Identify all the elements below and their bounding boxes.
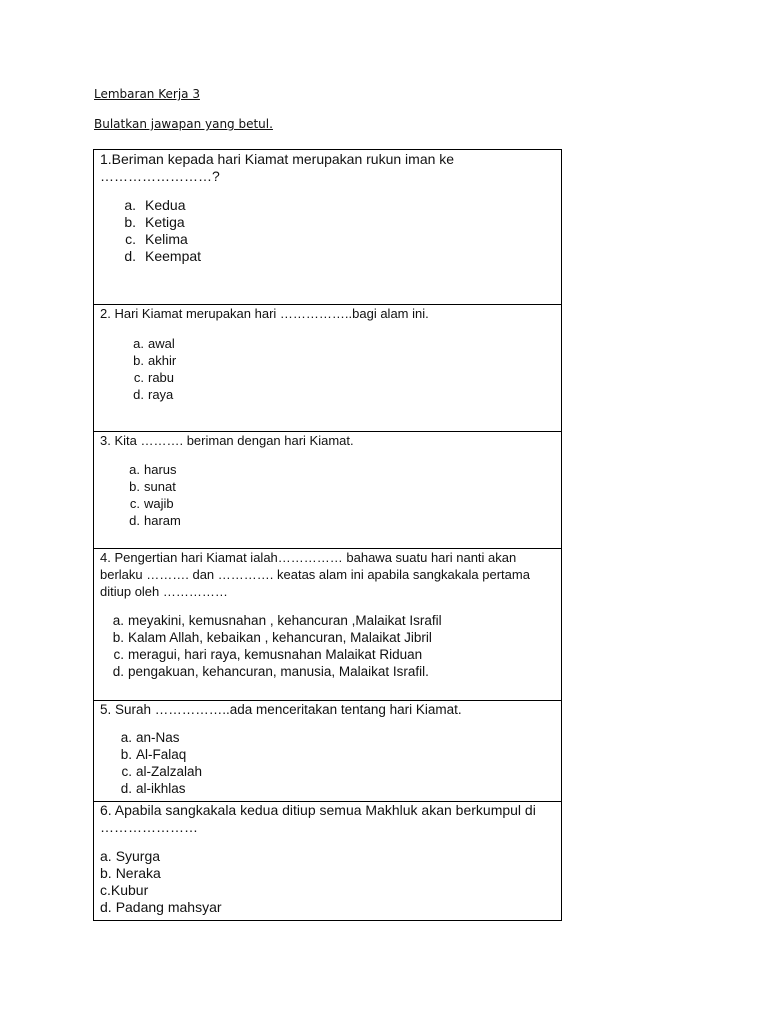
option-label: d. bbox=[100, 899, 112, 915]
option-label: b. bbox=[120, 747, 132, 762]
option[interactable] bbox=[94, 495, 561, 512]
option-label: a. bbox=[129, 462, 140, 477]
option[interactable] bbox=[94, 629, 561, 646]
option[interactable] bbox=[94, 646, 561, 663]
option-text: harus bbox=[144, 462, 177, 477]
question-6 bbox=[94, 802, 561, 920]
option-text: Padang mahsyar bbox=[115, 899, 222, 915]
option-label: b. bbox=[129, 479, 140, 494]
option[interactable] bbox=[94, 197, 561, 214]
question-6-text: 6. Apabila sangkakala kedua ditiup semua Makhluk akan berkumpul di ………………… bbox=[100, 802, 536, 835]
option-text: Ketiga bbox=[145, 214, 185, 230]
option-text: Kubur bbox=[110, 882, 149, 898]
question-2 bbox=[94, 305, 561, 432]
worksheet-instruction: Bulatkan jawapan yang betul. bbox=[94, 117, 273, 131]
worksheet-title: Lembaran Kerja 3 bbox=[94, 87, 200, 101]
option[interactable] bbox=[94, 612, 561, 629]
option-label: d. bbox=[129, 513, 140, 528]
question-2-options bbox=[94, 335, 561, 403]
question-4 bbox=[94, 549, 561, 701]
question-3-text: 3. Kita ………. beriman dengan hari Kiamat. bbox=[100, 433, 354, 448]
option[interactable] bbox=[94, 763, 561, 780]
question-4-options bbox=[94, 612, 561, 680]
option-text: pengakuan, kehancuran, manusia, Malaikat Israfil. bbox=[128, 664, 429, 679]
option-label: c. bbox=[125, 231, 136, 247]
option[interactable] bbox=[94, 461, 561, 478]
option-label: a. bbox=[112, 613, 124, 628]
question-5-text: 5. Surah ……………..ada menceritakan tentang hari Kiamat. bbox=[100, 702, 462, 717]
question-1 bbox=[94, 150, 561, 305]
option-text: sunat bbox=[144, 479, 176, 494]
option-text: awal bbox=[148, 336, 175, 351]
question-table bbox=[93, 149, 562, 921]
option-text: meyakini, kemusnahan , kehancuran ,Malaikat Israfil bbox=[128, 613, 442, 628]
option-label: a. bbox=[120, 730, 132, 745]
option-text: wajib bbox=[144, 496, 174, 511]
option-label: b. bbox=[100, 865, 112, 881]
option[interactable] bbox=[100, 848, 561, 865]
option-text: akhir bbox=[148, 353, 177, 368]
option-label: a. bbox=[124, 197, 136, 213]
option[interactable] bbox=[94, 369, 561, 386]
question-5 bbox=[94, 701, 561, 802]
option-label: c. bbox=[100, 882, 111, 898]
option-label: c. bbox=[121, 764, 132, 779]
option-label: b. bbox=[112, 630, 124, 645]
question-4-text: 4. Pengertian hari Kiamat ialah…………… bahawa suatu hari nanti akan berlaku ………. dan …………. keatas alam ini apabila sangkakala pertama ditiup oleh …………… bbox=[100, 550, 530, 599]
option[interactable] bbox=[94, 248, 561, 265]
option-text: Kelima bbox=[145, 231, 188, 247]
option[interactable] bbox=[94, 386, 561, 403]
option-label: c. bbox=[133, 370, 144, 385]
question-5-options bbox=[94, 729, 561, 797]
option-text: rabu bbox=[148, 370, 175, 385]
option-label: c. bbox=[113, 647, 124, 662]
option[interactable] bbox=[94, 663, 561, 680]
option-text: Syurga bbox=[115, 848, 161, 864]
option[interactable] bbox=[100, 899, 561, 916]
option[interactable] bbox=[94, 214, 561, 231]
option-text: Keempat bbox=[145, 248, 202, 264]
option-text: meragui, hari raya, kemusnahan Malaikat Riduan bbox=[128, 647, 423, 662]
option-label: d. bbox=[112, 664, 124, 679]
option-label: d. bbox=[133, 387, 144, 402]
option[interactable] bbox=[94, 512, 561, 529]
option-label: b. bbox=[133, 353, 144, 368]
option[interactable] bbox=[94, 729, 561, 746]
question-3 bbox=[94, 432, 561, 549]
option-text: Kedua bbox=[145, 197, 186, 213]
question-1-text: 1.Beriman kepada hari Kiamat merupakan rukun iman ke ……………………? bbox=[100, 151, 455, 184]
option-text: raya bbox=[148, 387, 174, 402]
question-2-text: 2. Hari Kiamat merupakan hari ……………..bagi alam ini. bbox=[100, 306, 429, 321]
option-label: b. bbox=[124, 214, 136, 230]
question-6-options bbox=[94, 848, 561, 916]
option-text: Kalam Allah, kebaikan , kehancuran, Malaikat Jibril bbox=[128, 630, 432, 645]
question-1-options bbox=[94, 197, 561, 265]
option-label: c. bbox=[129, 496, 140, 511]
option[interactable] bbox=[100, 882, 561, 899]
option-text: Al-Falaq bbox=[136, 747, 187, 762]
option-text: al-ikhlas bbox=[136, 781, 186, 796]
option[interactable] bbox=[94, 780, 561, 797]
option-text: an-Nas bbox=[136, 730, 180, 745]
option[interactable] bbox=[94, 231, 561, 248]
option-text: haram bbox=[144, 513, 181, 528]
option-text: Neraka bbox=[115, 865, 161, 881]
option-label: a. bbox=[100, 848, 112, 864]
option[interactable] bbox=[100, 865, 561, 882]
question-3-options bbox=[94, 461, 561, 529]
option[interactable] bbox=[94, 352, 561, 369]
option-label: d. bbox=[124, 248, 136, 264]
option-label: d. bbox=[120, 781, 132, 796]
option[interactable] bbox=[94, 335, 561, 352]
option-text: al-Zalzalah bbox=[136, 764, 203, 779]
option[interactable] bbox=[94, 746, 561, 763]
option-label: a. bbox=[133, 336, 144, 351]
option[interactable] bbox=[94, 478, 561, 495]
